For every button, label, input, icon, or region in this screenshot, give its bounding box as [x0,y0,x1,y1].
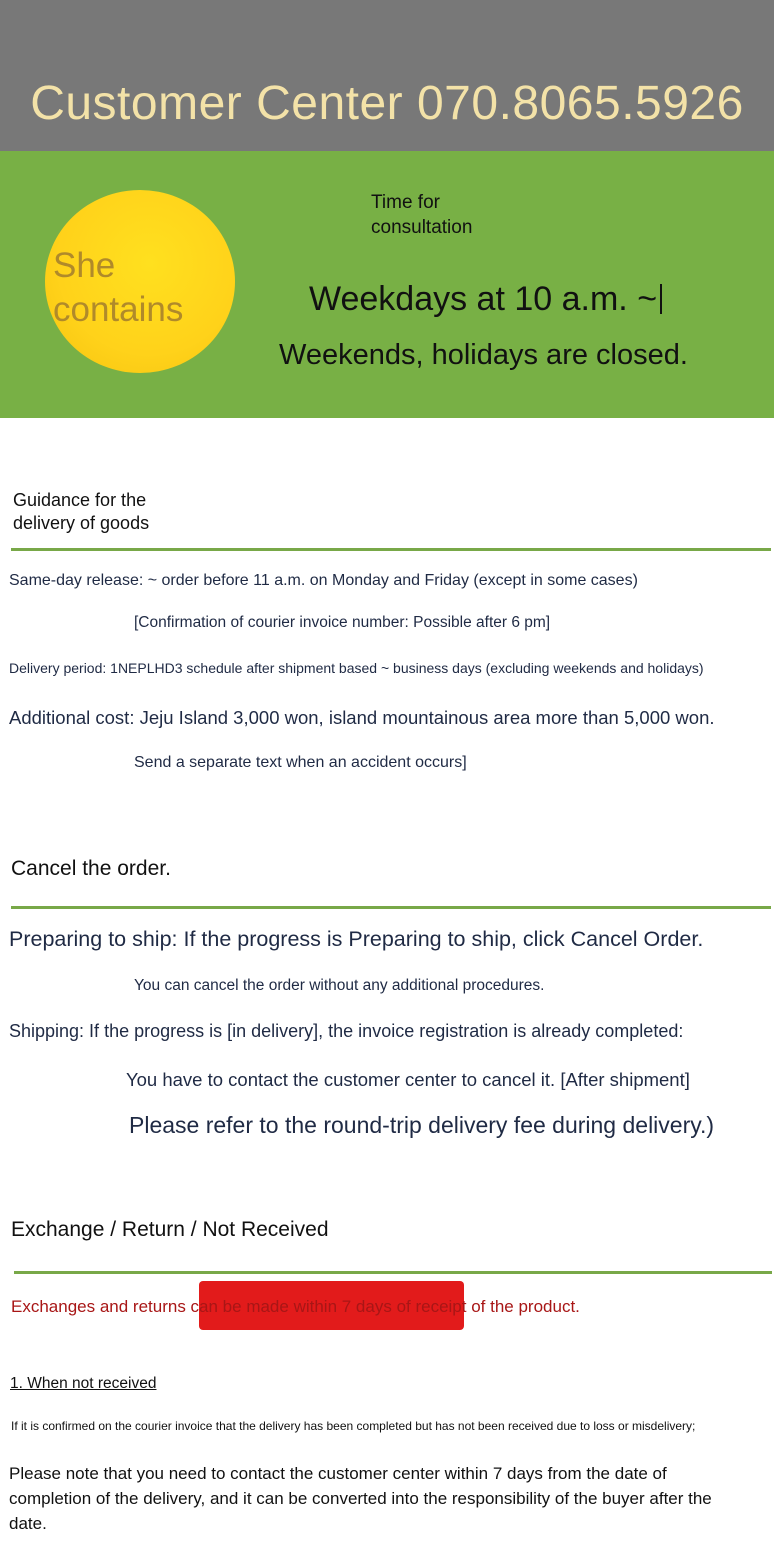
delivery-divider [11,548,771,551]
exchange-section-title: Exchange / Return / Not Received [11,1218,329,1241]
circle-text: She contains [53,246,184,329]
weekends-closed: Weekends, holidays are closed. [279,339,688,371]
not-received-condition-text: If it is confirmed on the courier invoice that the delivery has been completed but has not been received due to loss or misdelivery; [11,1419,696,1433]
delivery-period-text: Delivery period: 1NEPLHD3 schedule after shipment based ~ business days (excluding weekends and holidays) [9,660,704,676]
weekdays-hours: Weekdays at 10 a.m. ~ [309,280,658,318]
same-day-release-text: Same-day release: ~ order before 11 a.m. on Monday and Friday (except in some cases) [9,572,638,589]
invoice-confirmation-text: [Confirmation of courier invoice number: Possible after 6 pm] [134,614,551,631]
not-received-heading: 1. When not received [10,1375,157,1392]
cancel-section-title: Cancel the order. [11,857,171,880]
consultation-label: Time for consultation [371,192,473,238]
cancel-divider [11,906,771,909]
additional-cost-text: Additional cost: Jeju Island 3,000 won, island mountainous area more than 5,000 won. [9,707,715,728]
preparing-to-ship-text: Preparing to ship: If the progress is Preparing to ship, click Cancel Order. [9,927,704,951]
customer-center-title: Customer Center 070.8065.5926 [30,77,744,130]
text-cursor [660,284,662,314]
accident-note-text: Send a separate text when an accident occurs] [134,754,467,771]
shipping-contact-text: You have to contact the customer center to cancel it. [After shipment] [126,1069,690,1090]
round-trip-fee-text: Please refer to the round-trip delivery fee during delivery.) [129,1112,715,1138]
not-received-note-paragraph: Please note that you need to contact the customer center within 7 days from the date of completion of the delivery, and it can be converted into the responsibility of the buyer after the date. [9,1464,712,1533]
exchange-divider [14,1271,772,1274]
shipping-status-text: Shipping: If the progress is [in delivery], the invoice registration is already completed: [9,1021,684,1041]
exchange-return-period-text: Exchanges and returns can be made within 7 days of receipt of the product. [11,1297,580,1316]
preparing-note-text: You can cancel the order without any additional procedures. [134,977,545,994]
delivery-section-title: Guidance for the delivery of goods [13,490,150,533]
